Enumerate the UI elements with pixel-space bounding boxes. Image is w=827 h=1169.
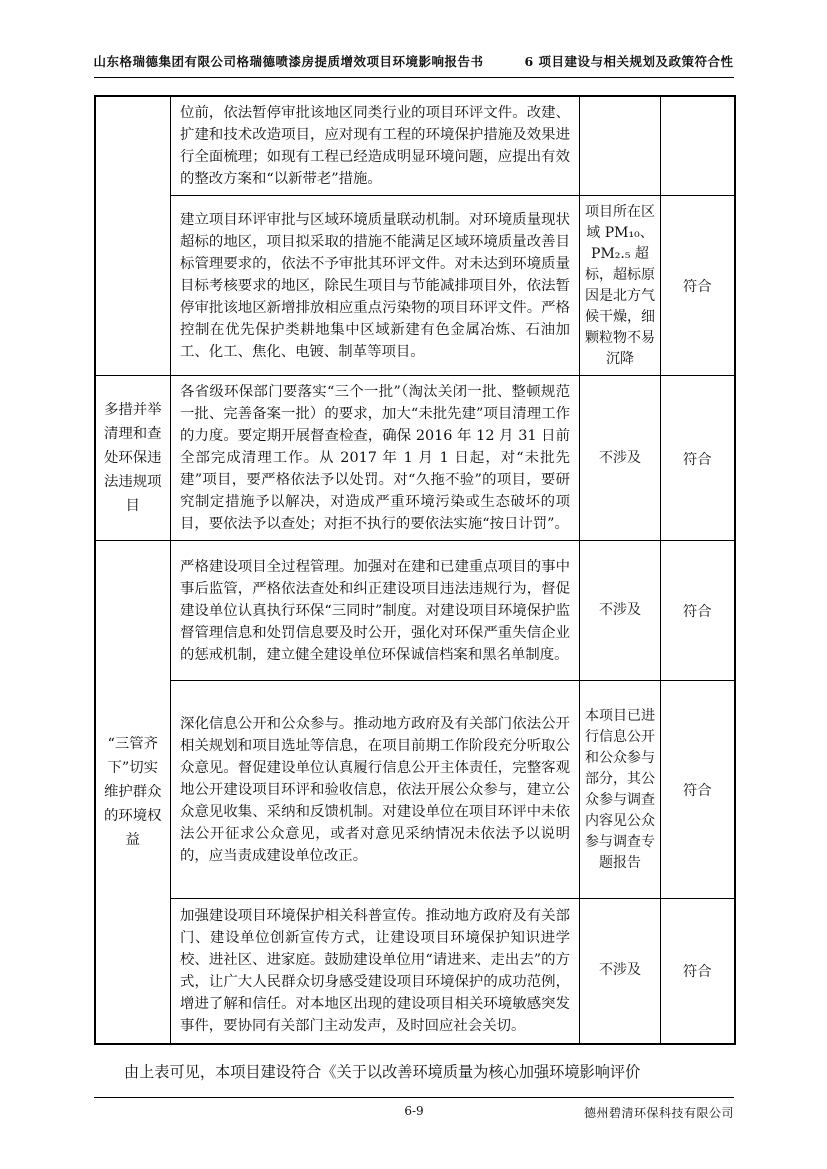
closing-paragraph: 由上表可见，本项目建设符合《关于以改善环境质量为核心加强环境影响评价	[123, 1062, 641, 1081]
table-row	[95, 681, 735, 899]
category-cell: “三管齐下”切实维护群众的环境权益	[95, 541, 171, 1044]
table-row	[95, 376, 735, 541]
page-content	[94, 0, 734, 1084]
requirement-cell: 深化信息公开和公众参与。推动地方政府及有关部门依法公开相关规划和项目选址等信息，在项目前期工作阶段充分听取公众意见。督促建设单位认真履行信息公开主体责任，完整客观地公开建设项目环评和验收信息，依法开展公众参与，建立公众意见收集、采纳和反馈机制。对建设单位在项目环评中未依法公开征求公众意见，或者对意见采纳情况未依法予以说明的，应当责成建设单位改正。	[171, 681, 580, 899]
page-number: 6-9	[404, 1104, 424, 1118]
footer-company-name: 德州碧清环保科技有限公司	[583, 1106, 734, 1120]
compliance-table	[94, 95, 736, 1045]
project-status-cell: 不涉及	[580, 899, 661, 1044]
verdict-cell: 符合	[661, 196, 735, 376]
header-doc-title: 山东格瑞德集团有限公司格瑞德喷漆房提质增效项目环境影响报告书	[93, 54, 484, 69]
project-status-cell: 本项目已进行信息公开和公众参与部分，其公众参与调查内容见公众参与调查专题报告	[580, 681, 661, 899]
verdict-cell	[661, 96, 735, 196]
category-cell: 多措并举清理和查处环保违法违规项目	[95, 376, 171, 541]
table-row	[95, 196, 735, 376]
header-chapter-title: 6 项目建设与相关规划及政策符合性	[524, 54, 734, 69]
page-footer	[94, 1097, 734, 1124]
table-row	[95, 899, 735, 1044]
requirement-cell: 位前，依法暂停审批该地区同类行业的项目环评文件。改建、扩建和技术改造项目，应对现有工程的环境保护措施及效果进行全面梳理；如现有工程已经造成明显环境问题，应提出有效的整改方案和“以新带老”措施。	[171, 96, 580, 196]
requirement-cell: 加强建设项目环境保护相关科普宣传。推动地方政府及有关部门、建设单位创新宣传方式，让建设项目环境保护知识进学校、进社区、进家庭。鼓励建设单位用“请进来、走出去”的方式，让广大人民群众切身感受建设项目环境保护的成功范例，增进了解和信任。对本地区出现的建设项目相关环境敏感突发事件，要协同有关部门主动发声，及时回应社会关切。	[171, 899, 580, 1044]
project-status-cell	[580, 96, 661, 196]
verdict-cell: 符合	[661, 681, 735, 899]
project-status-cell: 不涉及	[580, 376, 661, 541]
table-row	[95, 541, 735, 681]
verdict-cell: 符合	[661, 541, 735, 681]
page-header	[94, 52, 734, 78]
verdict-cell: 符合	[661, 899, 735, 1044]
requirement-cell: 建立项目环评审批与区域环境质量联动机制。对环境质量现状超标的地区，项目拟采取的措施不能满足区域环境质量改善目标管理要求的，依法不予审批其环评文件。对未达到环境质量目标考核要求的地区，除民生项目与节能减排项目外，依法暂停审批该地区新增排放相应重点污染物的项目环评文件。严格控制在优先保护类耕地集中区域新建有色金属冶炼、石油加工、化工、焦化、电镀、制革等项目。	[171, 196, 580, 376]
requirement-cell: 严格建设项目全过程管理。加强对在建和已建重点项目的事中事后监管，严格依法查处和纠正建设项目违法违规行为，督促建设单位认真执行环保“三同时”制度。对建设项目环境保护监督管理信息和处罚信息要及时公开，强化对环保严重失信企业的惩戒机制，建立健全建设单位环保诚信档案和黑名单制度。	[171, 541, 580, 681]
category-cell-empty	[95, 96, 171, 376]
project-status-cell: 不涉及	[580, 541, 661, 681]
table-row	[95, 96, 735, 196]
verdict-cell: 符合	[661, 376, 735, 541]
requirement-cell: 各省级环保部门要落实“三个一批”（淘汰关闭一批、整顿规范一批、完善备案一批）的要求，加大“未批先建”项目清理工作的力度。要定期开展督查检查，确保 2016 年 12 月 31 日前全部完成清理工作。从 2017 年 1 月 1 日起，对“未批先建”项目，要严格依法予以处罚。对“久拖不验”的项目，要研究制定措施予以解决，对造成严重环境污染或生态破坏的项目，要依法予以查处；对拒不执行的要依法实施“按日计罚”。	[171, 376, 580, 541]
project-status-cell: 项目所在区域 PM₁₀、PM₂.₅ 超标，超标原因是北方气候干燥，细颗粒物不易沉降	[580, 196, 661, 376]
